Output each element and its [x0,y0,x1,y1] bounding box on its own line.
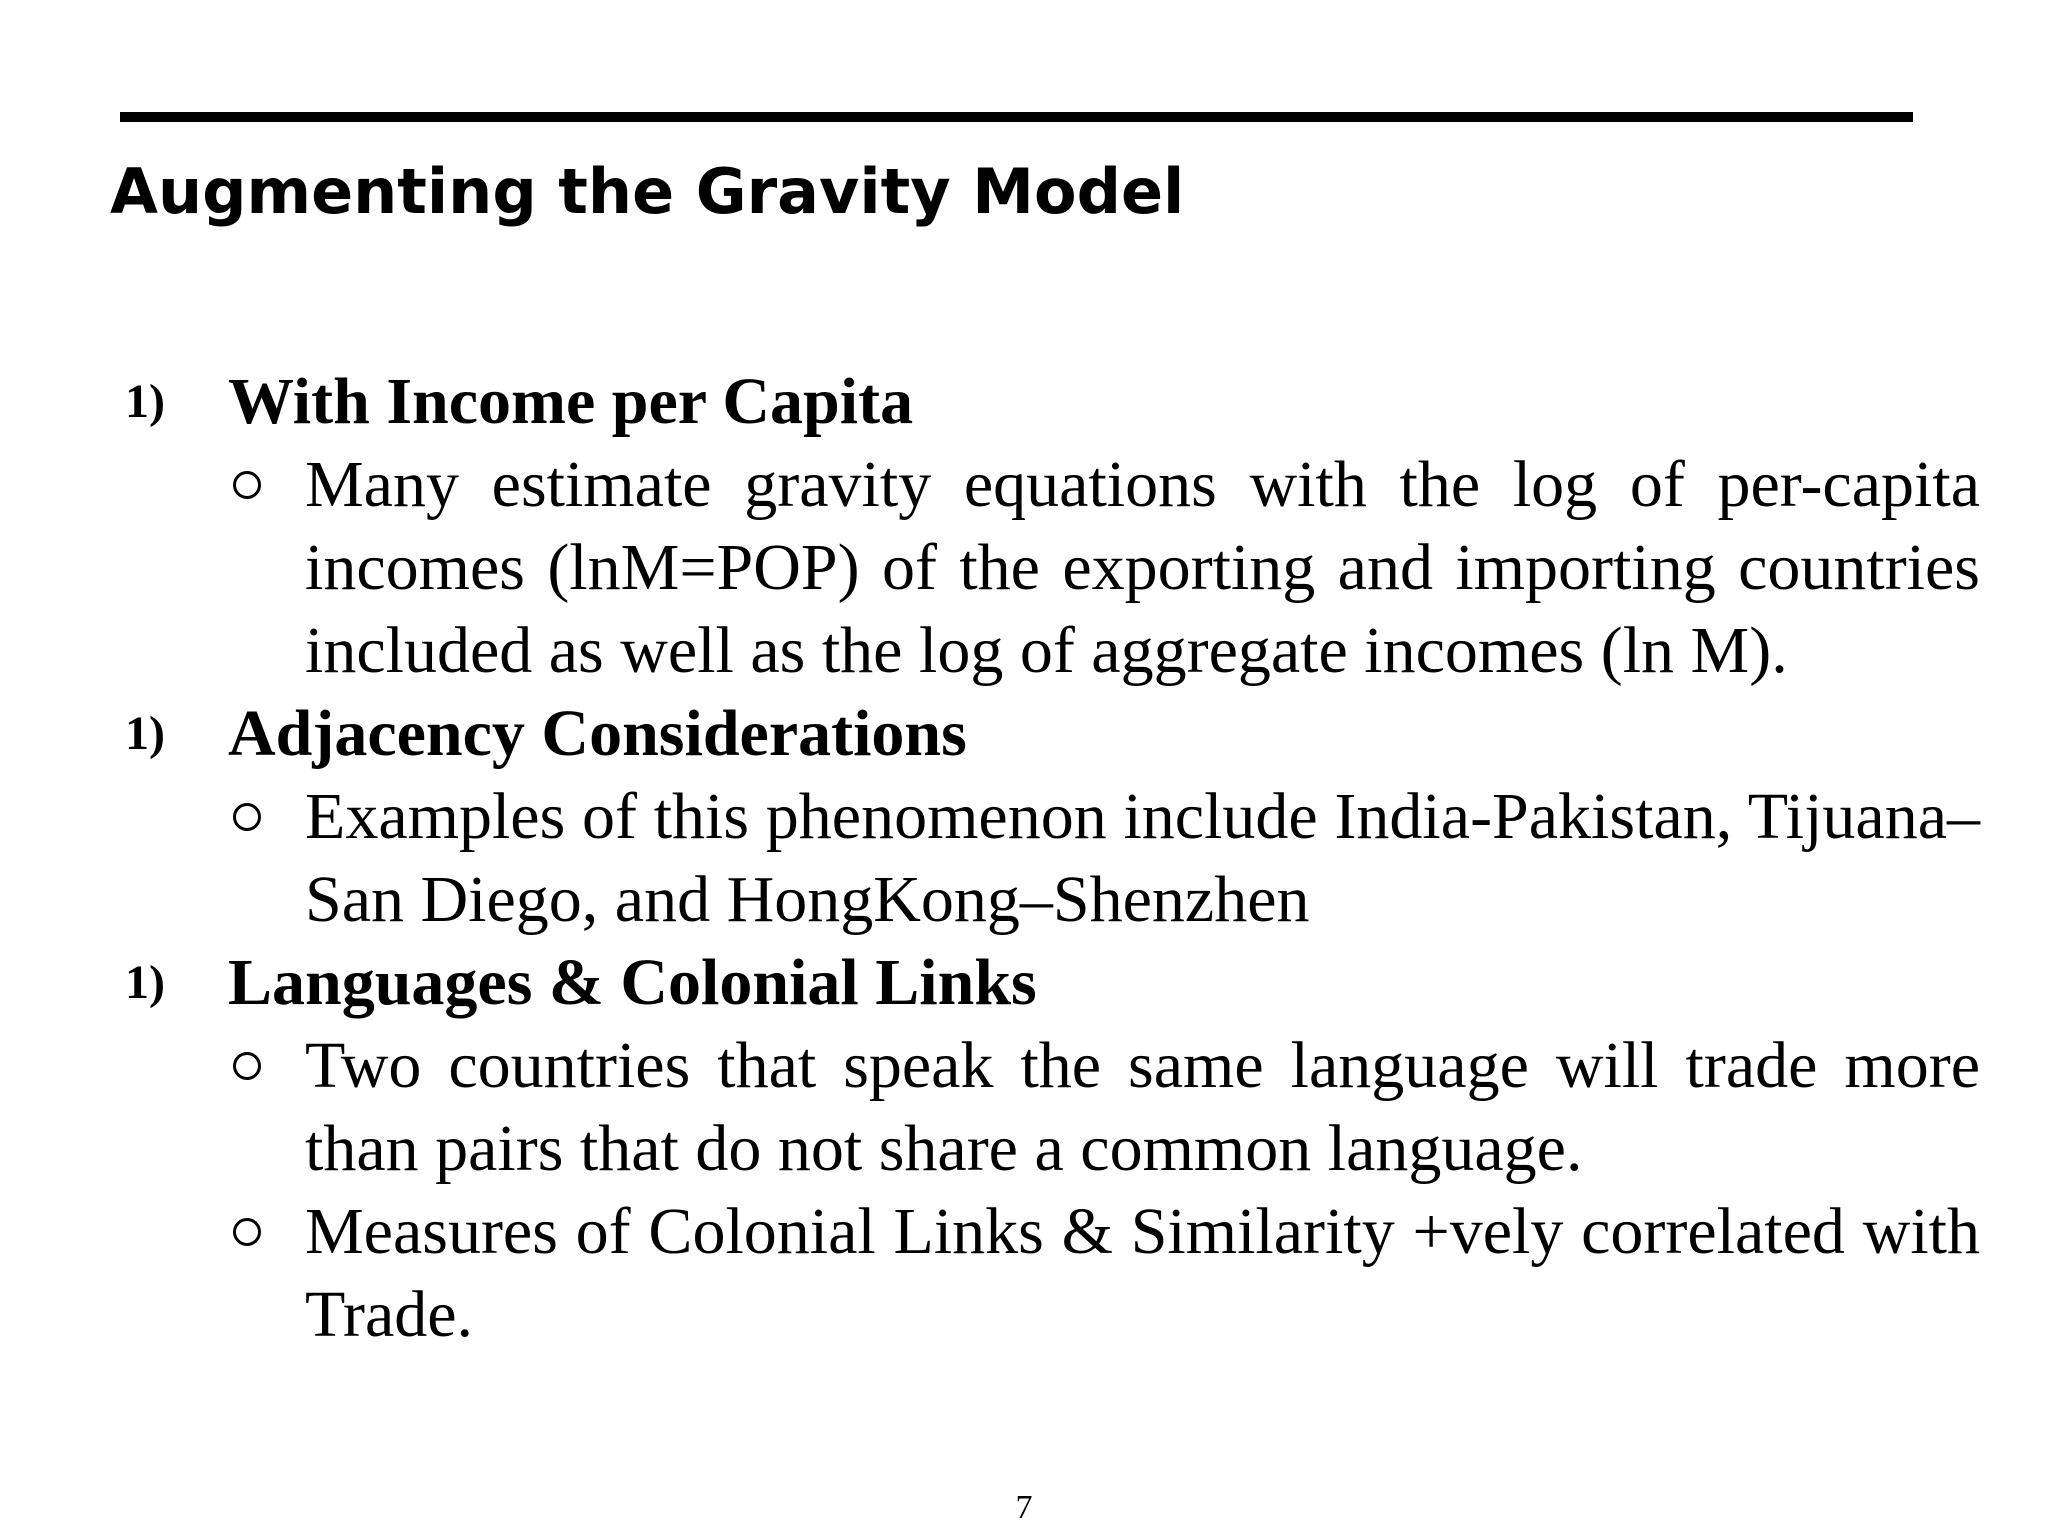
hollow-circle-bullet-icon [233,1052,261,1080]
bullet-text: Measures of Colonial Links & Similarity +vely correlated with Trade. [305,1195,1980,1351]
section-income-per-capita [0,360,2048,692]
slide-title: Augmenting the Gravity Model [110,155,1185,228]
bullet-text: Examples of this phenomenon include India-Pakistan, Tijuana–San Diego, and HongKong–Shenzhen [305,780,1980,936]
bullet-item [0,443,1980,692]
bullet-item [0,1190,1980,1356]
page-number: 7 [1015,1489,1033,1526]
section-heading: With Income per Capita [228,365,914,438]
title-rule [120,112,1913,122]
section-heading-row [0,360,2048,443]
hollow-circle-bullet-icon [233,803,261,831]
hollow-circle-bullet-icon [233,1218,261,1246]
section-number: 1) [125,956,165,1009]
bullet-text: Two countries that speak the same language will trade more than pairs that do not share a common language. [305,1029,1980,1185]
bullet-text: Many estimate gravity equations with the log of per-capita incomes (lnM=POP) of the exporting and importing countries included as well as the log of aggregate incomes (ln M). [305,448,1980,687]
section-heading-row [0,941,2048,1024]
section-languages-colonial-links [0,941,2048,1356]
section-number: 1) [125,375,165,428]
bullet-item [0,775,1980,941]
hollow-circle-bullet-icon [233,471,261,499]
section-heading: Adjacency Considerations [228,697,967,770]
section-heading-row [0,692,2048,775]
section-number: 1) [125,707,165,760]
slide-content [0,360,2048,1356]
bullet-item [0,1024,1980,1190]
section-heading: Languages & Colonial Links [228,946,1037,1019]
section-adjacency [0,692,2048,941]
